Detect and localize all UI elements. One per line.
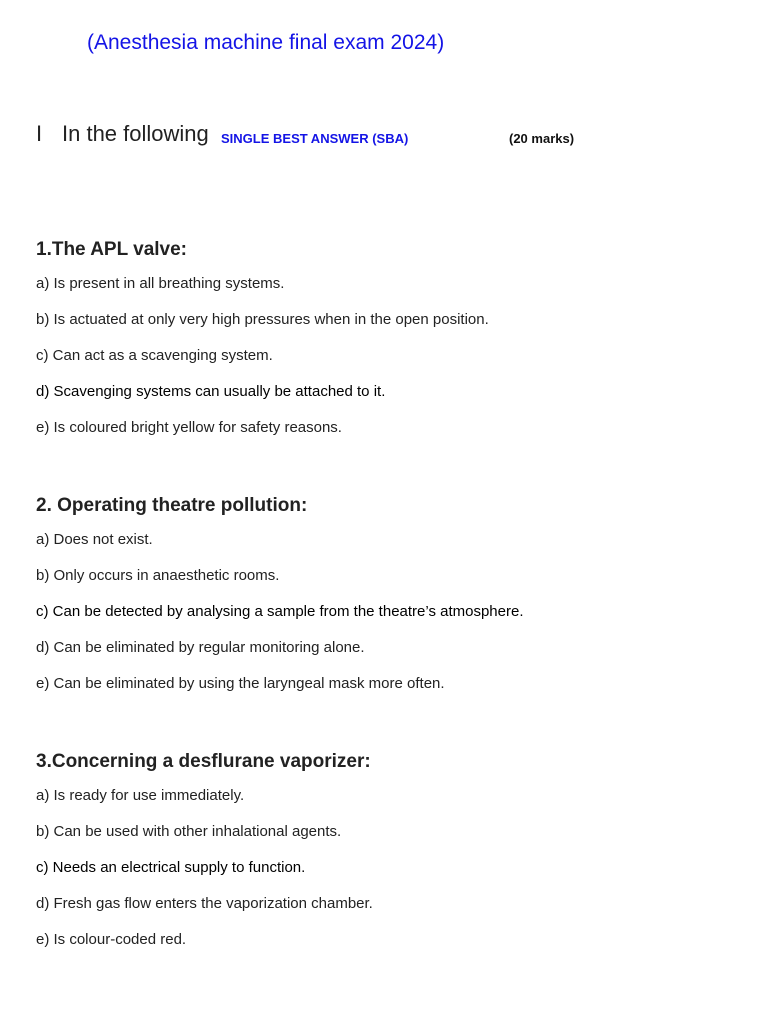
option-a: a) Is present in all breathing systems. xyxy=(36,275,285,292)
exam-title: (Anesthesia machine final exam 2024) xyxy=(87,31,445,54)
option-d: d) Fresh gas flow enters the vaporization chamber. xyxy=(36,895,373,912)
section-heading xyxy=(36,121,596,151)
option-a: a) Is ready for use immediately. xyxy=(36,787,245,804)
question-title: 1.The APL valve: xyxy=(36,239,188,260)
option-c: c) Can act as a scavenging system. xyxy=(36,347,273,364)
marks-label: (20 marks) xyxy=(509,131,575,146)
option-e: e) Can be eliminated by using the laryngeal mask more often. xyxy=(36,675,445,692)
option-b: b) Only occurs in anaesthetic rooms. xyxy=(36,567,280,584)
question-title: 3.Concerning a desflurane vaporizer: xyxy=(36,751,371,772)
option-d: d) Can be eliminated by regular monitoring alone. xyxy=(36,639,365,656)
section-intro: In the following xyxy=(62,121,209,146)
option-a: a) Does not exist. xyxy=(36,531,153,548)
option-b: b) Is actuated at only very high pressures when in the open position. xyxy=(36,311,489,328)
option-e: e) Is colour-coded red. xyxy=(36,931,187,948)
option-c: c) Needs an electrical supply to function. xyxy=(36,859,306,876)
question-3 xyxy=(36,751,736,967)
question-type-label: SINGLE BEST ANSWER (SBA) xyxy=(221,131,409,146)
option-b: b) Can be used with other inhalational agents. xyxy=(36,823,342,840)
section-number: I xyxy=(36,121,43,146)
question-2 xyxy=(36,495,736,711)
option-e: e) Is coloured bright yellow for safety reasons. xyxy=(36,419,342,436)
option-c: c) Can be detected by analysing a sample from the theatre’s atmosphere. xyxy=(36,603,524,620)
option-d: d) Scavenging systems can usually be attached to it. xyxy=(36,383,386,400)
question-title: 2. Operating theatre pollution: xyxy=(36,495,308,516)
question-1 xyxy=(36,239,736,455)
